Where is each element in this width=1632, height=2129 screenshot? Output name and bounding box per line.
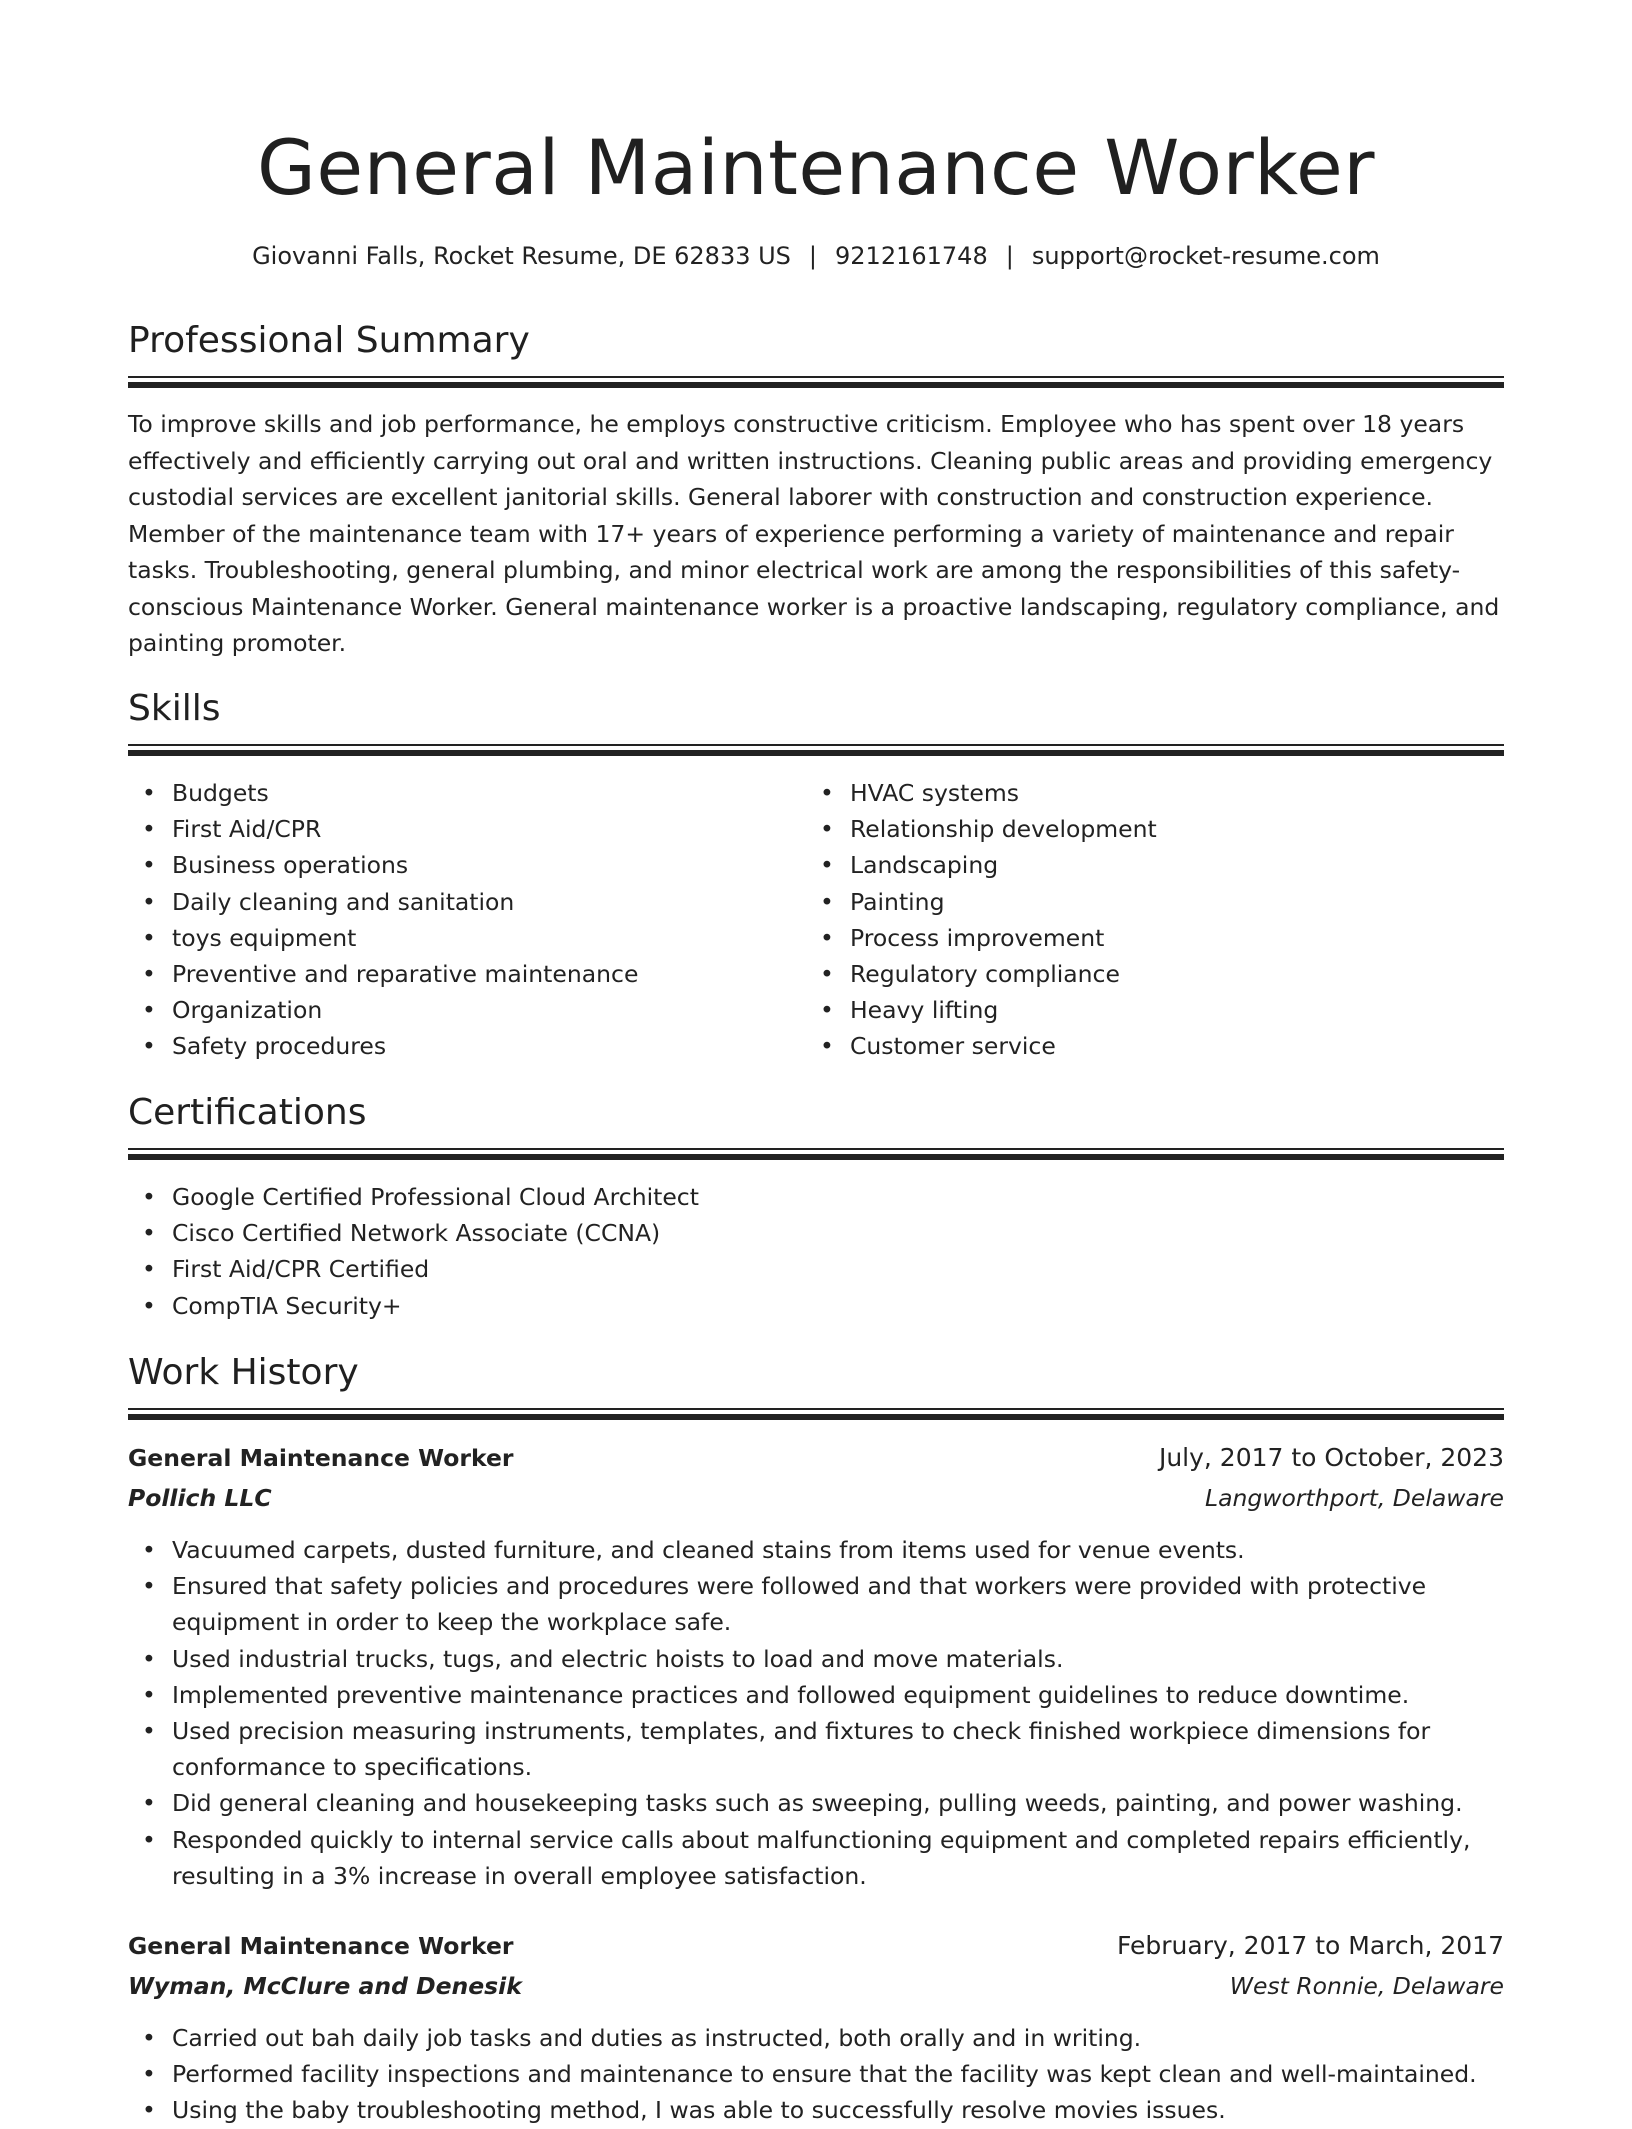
resume-title: General Maintenance Worker — [256, 123, 1375, 212]
job-bullet-item — [128, 1713, 1504, 1785]
skill-item-text: Landscaping — [850, 851, 999, 880]
job-bullet-item — [128, 2092, 1504, 2128]
job-bullet-item-text: Ensured that safety policies and procedures were followed and that workers were provided with protective equipment in order to keep the workplace safe. — [172, 1572, 1427, 1637]
skill-item — [128, 956, 808, 992]
work-history-heading: Work History — [128, 1352, 359, 1393]
skill-item — [806, 992, 1486, 1028]
job-bullet-item-text: Vacuumed carpets, dusted furniture, and cleaned stains from items used for venue events. — [172, 1536, 1245, 1564]
job-bullet-item-text: Did general cleaning and housekeeping tasks such as sweeping, pulling weeds, painting, and power washing. — [172, 1789, 1463, 1818]
skills-column-right — [806, 775, 1486, 1065]
skill-item — [128, 1028, 808, 1064]
bullet-icon: • — [142, 923, 156, 952]
skill-item-text: Budgets — [172, 779, 269, 807]
bullet-icon: • — [142, 1572, 156, 1601]
certifications-list — [128, 1179, 1504, 1324]
bullet-icon: • — [142, 996, 156, 1025]
certification-item-text: CompTIA Security+ — [172, 1291, 402, 1320]
bullet-icon: • — [142, 1255, 156, 1284]
skill-item — [128, 920, 808, 956]
skill-item — [806, 956, 1486, 992]
skill-item — [806, 884, 1486, 920]
bullet-icon: • — [820, 779, 834, 807]
skill-item — [128, 775, 808, 811]
skill-item — [128, 884, 808, 920]
job-bullet-item-text: Implemented preventive maintenance practices and followed equipment guidelines to reduce downtime. — [172, 1680, 1410, 1709]
skill-item — [806, 1028, 1486, 1064]
certification-item — [128, 1215, 1504, 1251]
job-bullet-item — [128, 1785, 1504, 1821]
certification-item — [128, 1179, 1504, 1215]
bullet-icon: • — [142, 2096, 156, 2125]
job-bullets — [128, 1532, 1504, 1894]
certifications-block — [128, 1179, 1504, 1324]
section-divider — [128, 744, 1504, 756]
bullet-icon: • — [142, 887, 156, 916]
skills-list-right — [806, 775, 1486, 1065]
skill-item-text: toys equipment — [172, 923, 357, 952]
skill-item — [806, 847, 1486, 883]
bullet-icon: • — [142, 2060, 156, 2089]
bullet-icon: • — [142, 1644, 156, 1673]
bullet-icon: • — [142, 851, 156, 880]
job-entry-header — [128, 1928, 1504, 2008]
skills-section-header — [128, 686, 1504, 756]
job-bullet-item — [128, 1677, 1504, 1713]
bullet-icon: • — [820, 923, 834, 952]
contact-phone: 9212161748 — [835, 242, 988, 270]
job-location: West Ronnie, Delaware — [1229, 1972, 1504, 2000]
bullet-icon: • — [142, 1032, 156, 1061]
section-divider — [128, 1148, 1504, 1160]
bullet-icon: • — [142, 1789, 156, 1818]
job-bullet-item — [128, 1532, 1504, 1568]
skill-item-text: Daily cleaning and sanitation — [172, 887, 515, 916]
job-bullet-item — [128, 2020, 1504, 2056]
certifications-section-header — [128, 1090, 1504, 1160]
skill-item-text: First Aid/CPR — [172, 815, 322, 844]
bullet-icon: • — [142, 2024, 156, 2052]
bullet-icon: • — [142, 1680, 156, 1709]
job-bullet-item-text: Used precision measuring instruments, templates, and fixtures to check finished workpiece dimensions for conformance to specifications. — [172, 1717, 1431, 1782]
bullet-icon: • — [142, 1825, 156, 1854]
bullet-icon: • — [142, 779, 156, 807]
job-bullet-item — [128, 1641, 1504, 1677]
job-bullet-item-text: Performed facility inspections and maintenance to ensure that the facility was kept clean and well-maintained. — [172, 2060, 1477, 2089]
summary-heading: Professional Summary — [128, 320, 530, 361]
bullet-icon: • — [820, 960, 834, 989]
certification-item — [128, 1251, 1504, 1287]
bullet-icon: • — [142, 815, 156, 844]
skills-list-left — [128, 775, 808, 1065]
skill-item-text: Regulatory compliance — [850, 960, 1120, 989]
bullet-icon: • — [820, 1032, 834, 1061]
job-company: Pollich LLC — [128, 1484, 272, 1512]
certification-item — [128, 1288, 1504, 1324]
job-bullet-item — [128, 1822, 1504, 1894]
job-location: Langworthport, Delaware — [1204, 1484, 1504, 1512]
skill-item-text: HVAC systems — [850, 779, 1019, 807]
job-bullet-item — [128, 1568, 1504, 1640]
bullet-icon: • — [820, 815, 834, 844]
skill-item-text: Preventive and reparative maintenance — [172, 960, 639, 989]
skill-item-text: Painting — [850, 887, 945, 916]
certification-item-text: First Aid/CPR Certified — [172, 1255, 430, 1284]
summary-text: To improve skills and job performance, he employs constructive criticism. Employee who has spent over 18 years effectively and efficiently carrying out oral and written instructions. Cleaning public areas and providing emergency custodial services are excellent janitorial skills. General laborer with construction and construction experience. Member of the maintenance team with 17+ years of experience performing a variety of maintenance and repair tasks. Troubleshooting, general plumbing, and minor electrical work are among the responsibilities of this safety-conscious Maintenance Worker. General maintenance worker is a proactive landscaping, regulatory compliance, and painting promoter. — [128, 410, 1500, 657]
certifications-heading: Certifications — [128, 1092, 367, 1133]
bullet-icon: • — [142, 1219, 156, 1248]
bullet-icon: • — [142, 1183, 156, 1211]
bullet-icon: • — [820, 996, 834, 1025]
skill-item — [806, 811, 1486, 847]
skill-item-text: Organization — [172, 996, 323, 1025]
skill-item-text: Safety procedures — [172, 1032, 387, 1061]
job-bullet-item-text: Used industrial trucks, tugs, and electric hoists to load and move materials. — [172, 1644, 1064, 1673]
job-title: General Maintenance Worker — [128, 1932, 514, 1960]
job-bullet-item-text: Carried out bah daily job tasks and duties as instructed, both orally and in writing. — [172, 2024, 1142, 2052]
bullet-icon: • — [142, 1291, 156, 1320]
skill-item-text: Heavy lifting — [850, 996, 999, 1025]
contact-line — [128, 238, 1504, 274]
job-bullet-item-text: Using the baby troubleshooting method, I was able to successfully resolve movies issues. — [172, 2096, 1226, 2125]
job-title: General Maintenance Worker — [128, 1444, 514, 1472]
contact-address: Giovanni Falls, Rocket Resume, DE 62833 US — [252, 242, 791, 270]
skill-item-text: Business operations — [172, 851, 409, 880]
section-divider — [128, 1408, 1504, 1420]
job-dates: February, 2017 to March, 2017 — [1116, 1931, 1504, 1960]
bullet-icon: • — [142, 960, 156, 989]
contact-separator: | — [808, 242, 818, 270]
skill-item-text: Process improvement — [850, 923, 1105, 952]
certification-item-text: Google Certified Professional Cloud Architect — [172, 1183, 699, 1211]
job-bullet-item-text: Responded quickly to internal service calls about malfunctioning equipment and completed repairs efficiently, resulting in a 3% increase in overall employee satisfaction. — [172, 1825, 1471, 1890]
work-history-section-header — [128, 1350, 1504, 1420]
skill-item-text: Customer service — [850, 1032, 1056, 1061]
skills-column-left — [128, 775, 808, 1065]
job-bullet-list — [128, 2020, 1504, 2129]
contact-email[interactable]: support@rocket-resume.com — [1031, 242, 1380, 270]
skill-item — [806, 920, 1486, 956]
job-bullet-item — [128, 2056, 1504, 2092]
job-company: Wyman, McClure and Denesik — [128, 1972, 522, 2000]
skills-heading: Skills — [128, 688, 221, 729]
skill-item-text: Relationship development — [850, 815, 1157, 844]
section-divider — [128, 376, 1504, 388]
job-bullets — [128, 2020, 1504, 2129]
summary-section-header — [128, 318, 1504, 388]
skill-item — [128, 811, 808, 847]
skill-item — [128, 992, 808, 1028]
job-entry-header — [128, 1440, 1504, 1520]
bullet-icon: • — [142, 1717, 156, 1746]
bullet-icon: • — [142, 1536, 156, 1564]
bullet-icon: • — [820, 887, 834, 916]
certification-item-text: Cisco Certified Network Associate (CCNA) — [172, 1219, 661, 1248]
skill-item — [806, 775, 1486, 811]
bullet-icon: • — [820, 851, 834, 880]
contact-separator: | — [1005, 242, 1014, 270]
skill-item — [128, 847, 808, 883]
job-dates: July, 2017 to October, 2023 — [1158, 1443, 1504, 1472]
job-bullet-list — [128, 1532, 1504, 1894]
